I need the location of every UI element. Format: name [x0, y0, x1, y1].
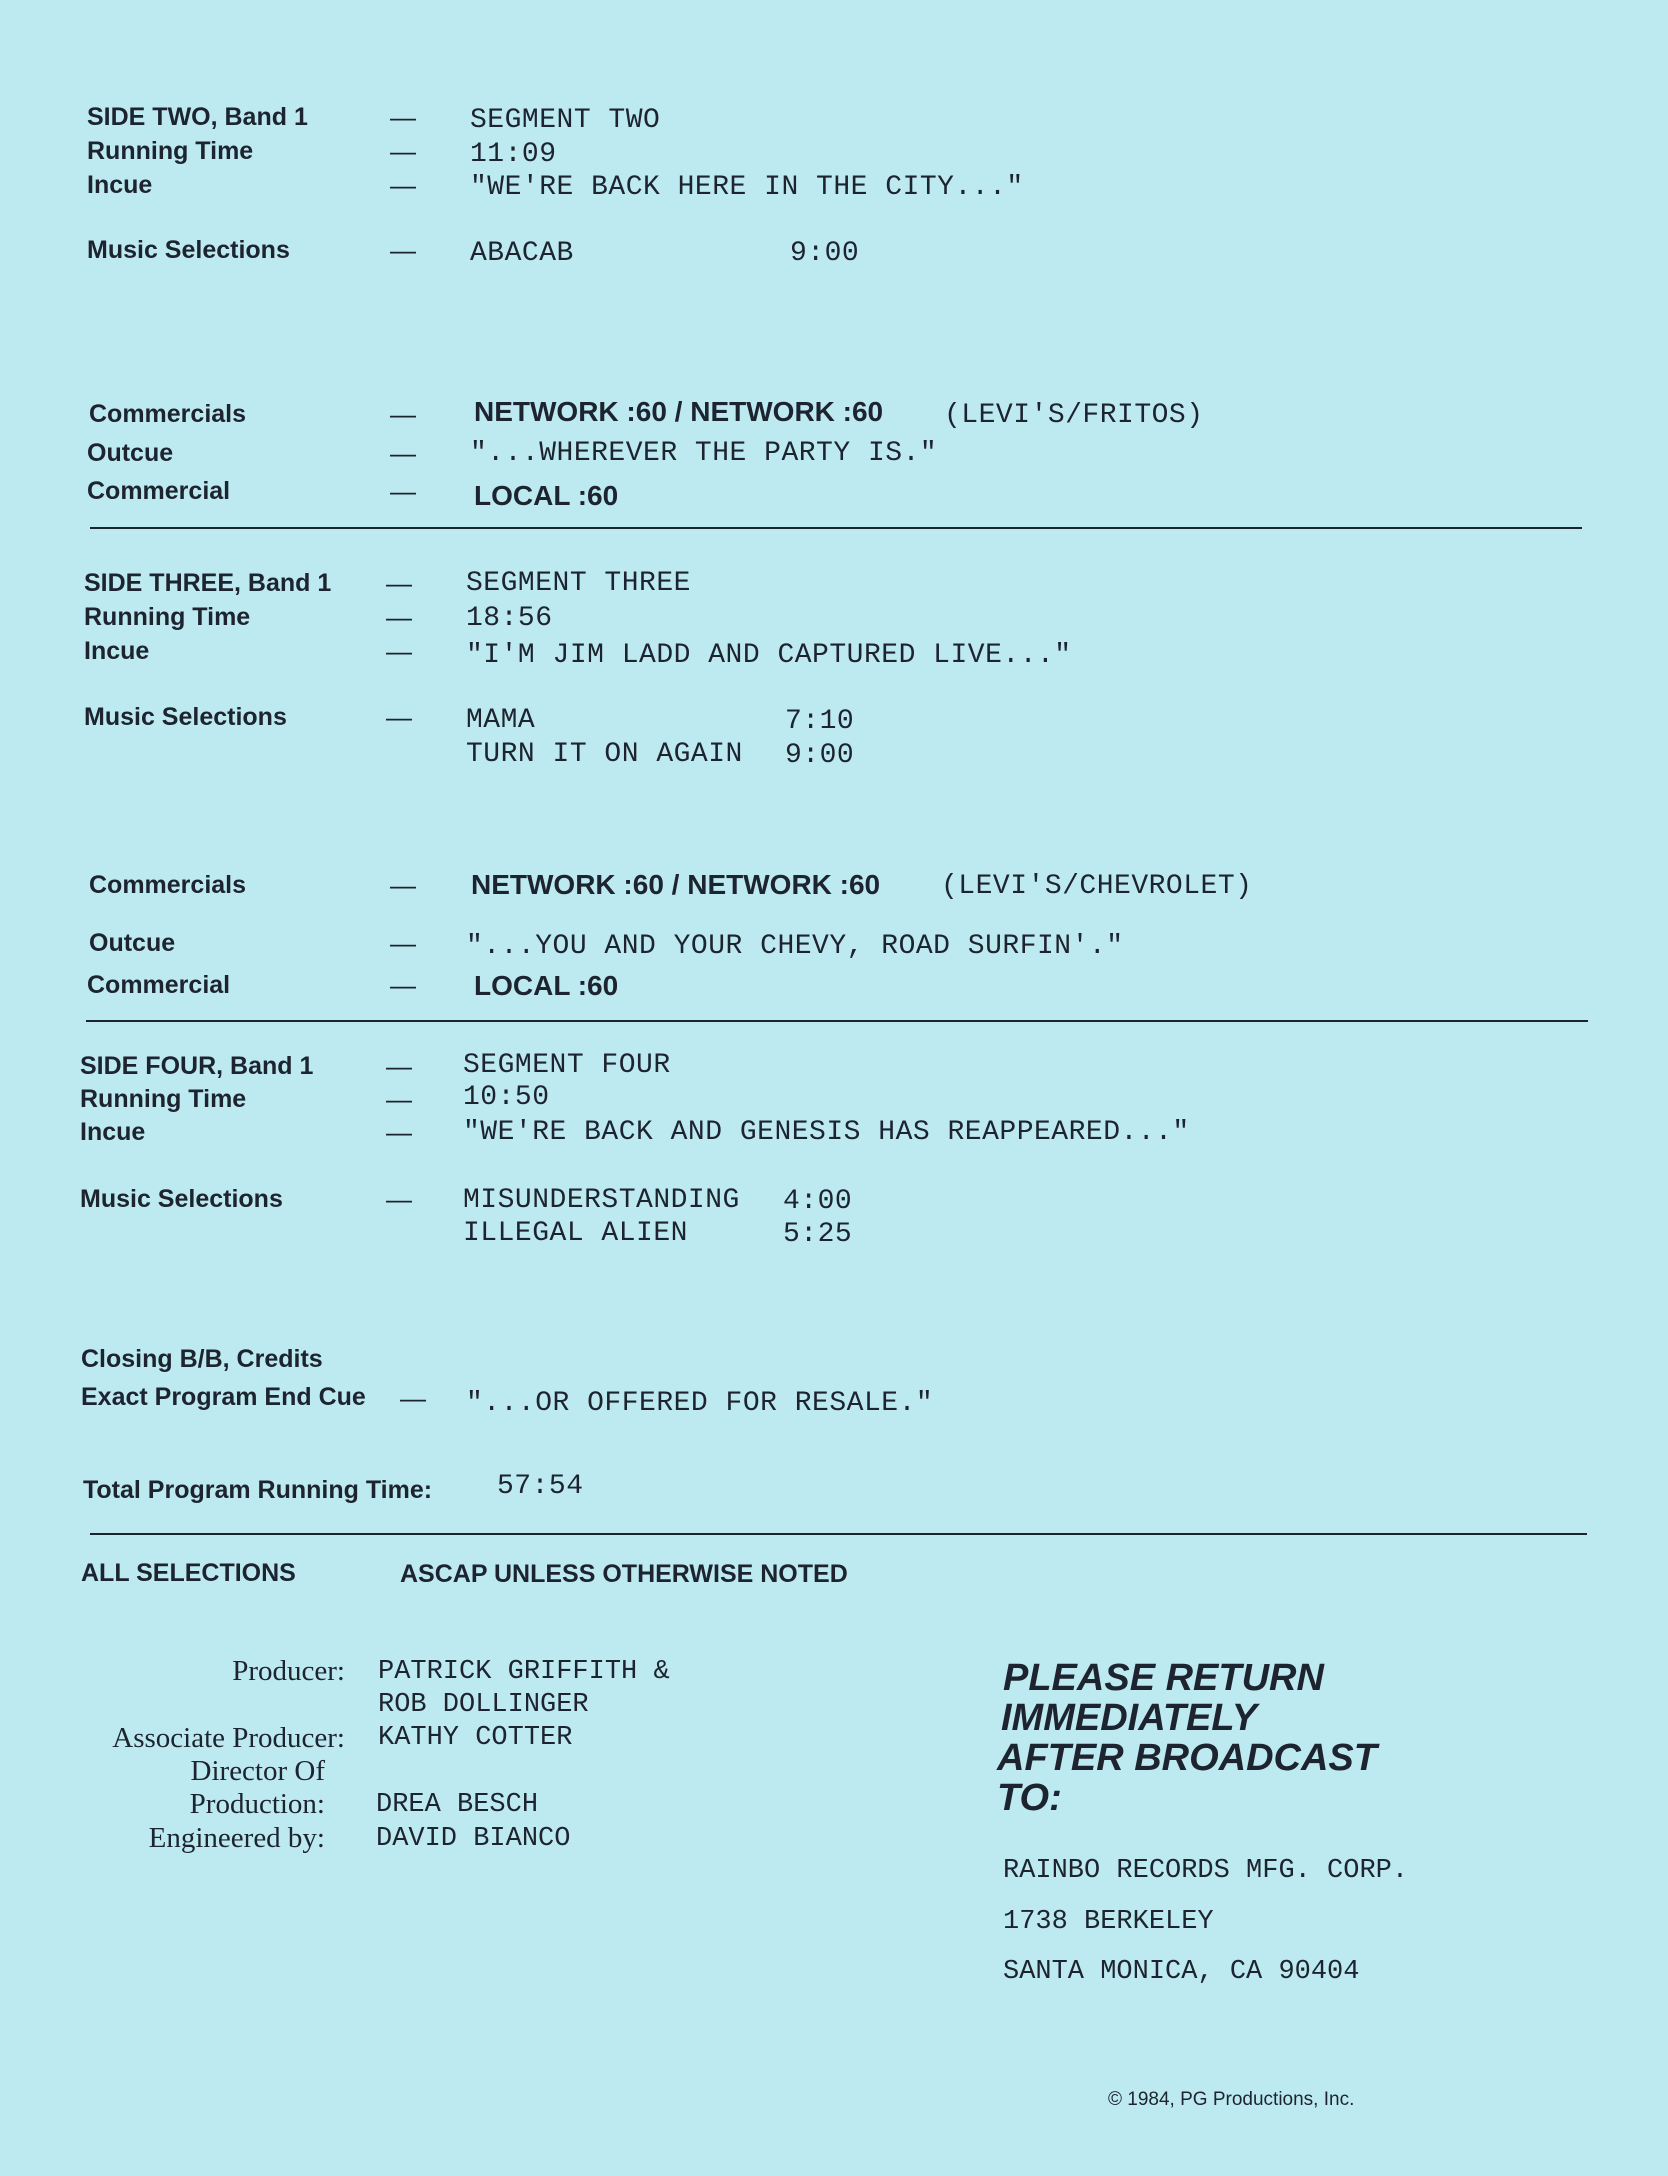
return-address: SANTA MONICA, CA 90404	[1003, 1957, 1360, 1987]
side-four-label: SIDE FOUR, Band 1	[80, 1052, 314, 1080]
dash: —	[386, 1184, 412, 1214]
commercial-label: Commercial	[87, 971, 231, 999]
music-title: MISUNDERSTANDING	[463, 1185, 740, 1216]
side-two-commercials: NETWORK :60 / NETWORK :60	[474, 396, 884, 427]
music-time: 4:00	[783, 1186, 853, 1217]
total-running-time: 57:54	[497, 1471, 584, 1502]
dash: —	[390, 170, 416, 200]
producer-label: Producer:	[232, 1655, 345, 1687]
end-cue-label: Exact Program End Cue	[81, 1383, 366, 1411]
running-time-label: Running Time	[87, 137, 254, 165]
end-cue: "...OR OFFERED FOR RESALE."	[466, 1388, 934, 1419]
side-two-segment: SEGMENT TWO	[470, 105, 661, 136]
dash: —	[390, 970, 416, 1000]
engineer-name: DAVID BIANCO	[376, 1824, 571, 1854]
dash: —	[390, 928, 416, 958]
return-heading: TO:	[997, 1777, 1062, 1819]
side-two-incue: "WE'RE BACK HERE IN THE CITY..."	[470, 172, 1024, 203]
side-three-segment: SEGMENT THREE	[466, 568, 691, 599]
associate-producer-name: KATHY COTTER	[378, 1723, 573, 1753]
associate-producer-label: Associate Producer:	[112, 1722, 345, 1754]
ascap-notice: ASCAP UNLESS OTHERWISE NOTED	[400, 1560, 848, 1588]
return-heading: PLEASE RETURN	[1003, 1657, 1324, 1699]
music-time: 5:25	[783, 1219, 853, 1250]
divider	[86, 1020, 1588, 1022]
running-time-label: Running Time	[84, 603, 251, 631]
commercials-label: Commercials	[89, 400, 247, 428]
return-heading: AFTER BROADCAST	[997, 1737, 1377, 1779]
copyright: © 1984, PG Productions, Inc.	[1108, 2089, 1355, 2110]
director-name: DREA BESCH	[376, 1790, 539, 1820]
side-three-outcue: "...YOU AND YOUR CHEVY, ROAD SURFIN'."	[466, 931, 1124, 962]
producer-name: PATRICK GRIFFITH &	[378, 1657, 670, 1687]
dash: —	[386, 636, 412, 666]
side-three-label: SIDE THREE, Band 1	[84, 569, 332, 597]
director-label: Director Of	[190, 1755, 325, 1787]
outcue-label: Outcue	[89, 929, 176, 957]
side-two-local-commercial: LOCAL :60	[474, 480, 619, 511]
music-title: ILLEGAL ALIEN	[463, 1218, 688, 1249]
engineer-label: Engineered by:	[148, 1822, 325, 1854]
music-title: ABACAB	[470, 238, 574, 269]
total-running-time-label: Total Program Running Time:	[83, 1476, 433, 1504]
dash: —	[386, 1084, 412, 1114]
director-label: Production:	[189, 1788, 325, 1820]
dash: —	[386, 1051, 412, 1081]
side-two-running-time: 11:09	[470, 139, 557, 170]
music-selections-label: Music Selections	[80, 1185, 283, 1213]
producer-name: ROB DOLLINGER	[378, 1690, 589, 1720]
side-four-incue: "WE'RE BACK AND GENESIS HAS REAPPEARED..."	[463, 1117, 1190, 1148]
music-selections-label: Music Selections	[84, 703, 287, 731]
dash: —	[386, 1117, 412, 1147]
side-two-outcue: "...WHEREVER THE PARTY IS."	[470, 438, 938, 469]
dash: —	[390, 870, 416, 900]
incue-label: Incue	[87, 171, 153, 199]
dash: —	[390, 136, 416, 166]
dash: —	[390, 235, 416, 265]
music-title: TURN IT ON AGAIN	[466, 739, 743, 770]
outcue-label: Outcue	[87, 439, 174, 467]
running-time-label: Running Time	[80, 1085, 247, 1113]
side-four-segment: SEGMENT FOUR	[463, 1050, 671, 1081]
dash: —	[386, 702, 412, 732]
commercial-label: Commercial	[87, 477, 231, 505]
music-time: 9:00	[785, 740, 855, 771]
side-three-sponsors: (LEVI'S/CHEVROLET)	[941, 871, 1253, 902]
return-address: RAINBO RECORDS MFG. CORP.	[1003, 1856, 1409, 1886]
divider	[90, 527, 1582, 529]
side-two-label: SIDE TWO, Band 1	[87, 103, 308, 131]
dash: —	[386, 602, 412, 632]
side-four-running-time: 10:50	[463, 1082, 550, 1113]
music-selections-label: Music Selections	[87, 236, 290, 264]
side-three-running-time: 18:56	[466, 603, 553, 634]
incue-label: Incue	[80, 1118, 146, 1146]
return-address: 1738 BERKELEY	[1003, 1907, 1214, 1937]
return-heading: IMMEDIATELY	[1001, 1697, 1258, 1739]
dash: —	[390, 399, 416, 429]
music-time: 7:10	[785, 706, 855, 737]
divider	[90, 1533, 1587, 1535]
commercials-label: Commercials	[89, 871, 247, 899]
dash: —	[390, 476, 416, 506]
side-three-local-commercial: LOCAL :60	[474, 970, 619, 1001]
incue-label: Incue	[84, 637, 150, 665]
music-title: MAMA	[466, 705, 536, 736]
dash: —	[386, 568, 412, 598]
side-three-commercials: NETWORK :60 / NETWORK :60	[471, 869, 881, 900]
music-time: 9:00	[790, 238, 860, 269]
closing-credits-label: Closing B/B, Credits	[81, 1345, 323, 1373]
dash: —	[400, 1383, 426, 1413]
side-two-sponsors: (LEVI'S/FRITOS)	[944, 400, 1204, 431]
dash: —	[390, 438, 416, 468]
side-three-incue: "I'M JIM LADD AND CAPTURED LIVE..."	[466, 640, 1072, 671]
all-selections-label: ALL SELECTIONS	[81, 1559, 296, 1587]
dash: —	[390, 102, 416, 132]
